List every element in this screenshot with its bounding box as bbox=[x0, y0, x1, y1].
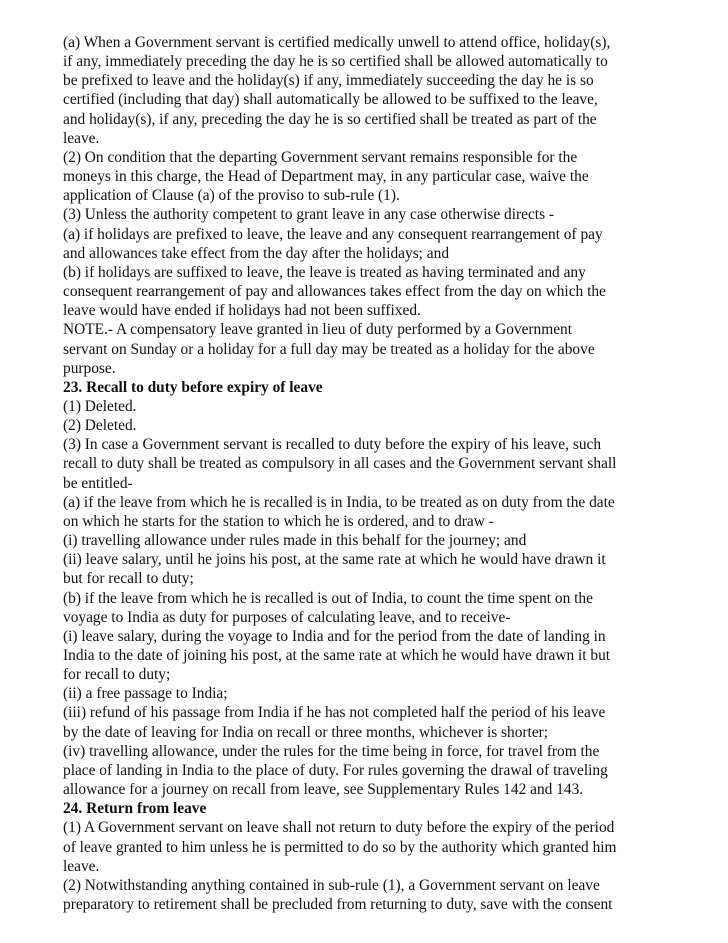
text-line: (a) if holidays are prefixed to leave, the leave and any consequent rearrangement of pay bbox=[63, 225, 603, 243]
text-line: on which he starts for the station to which he is ordered, and to draw - bbox=[63, 512, 494, 530]
text-line: NOTE.- A compensatory leave granted in lieu of duty performed by a Government bbox=[63, 321, 573, 339]
text-line: (3) Unless the authority competent to grant leave in any case otherwise directs - bbox=[63, 206, 555, 224]
text-line: consequent rearrangement of pay and allowances takes effect from the day on which the bbox=[63, 283, 606, 301]
text-line: be prefixed to leave and the holiday(s) if any, immediately succeeding the day he is so bbox=[63, 72, 594, 90]
text-line: (iii) refund of his passage from India if he has not completed half the period of his leave bbox=[63, 704, 606, 722]
text-line: for recall to duty; bbox=[63, 666, 171, 684]
text-line: application of Clause (a) of the proviso to sub-rule (1). bbox=[63, 187, 400, 205]
text-line: leave. bbox=[63, 857, 100, 875]
section-heading: 24. Return from leave bbox=[63, 800, 207, 818]
text-line: by the date of leaving for India on recall or three months, whichever is shorter; bbox=[63, 723, 549, 741]
text-line: (1) Deleted. bbox=[63, 397, 137, 415]
text-line: certified (including that day) shall automatically be allowed to be suffixed to the leave, bbox=[63, 91, 598, 109]
section-heading: 23. Recall to duty before expiry of leave bbox=[63, 378, 323, 396]
text-line: India to the date of joining his post, at the same rate at which he would have drawn it but bbox=[63, 647, 611, 664]
text-line: (i) leave salary, during the voyage to India and for the period from the date of landing in bbox=[63, 627, 606, 645]
text-line: allowance for a journey on recall from leave, see Supplementary Rules 142 and 143. bbox=[63, 781, 584, 799]
text-line: (ii) leave salary, until he joins his post, at the same rate at which he would have drawn it bbox=[63, 551, 606, 569]
text-line: (3) In case a Government servant is recalled to duty before the expiry of his leave, such bbox=[63, 436, 602, 454]
text-line: but for recall to duty; bbox=[63, 570, 194, 588]
text-line: (2) On condition that the departing Government servant remains responsible for the bbox=[63, 148, 578, 166]
text-line: (a) When a Government servant is certified medically unwell to attend office, holiday(s), bbox=[63, 34, 611, 51]
text-line: be entitled- bbox=[63, 474, 133, 492]
text-line: leave. bbox=[63, 129, 100, 147]
text-line: recall to duty shall be treated as compulsory in all cases and the Government servant shall bbox=[63, 455, 617, 473]
text-line: (2) Notwithstanding anything contained in sub-rule (1), a Government servant on leave bbox=[63, 876, 600, 894]
text-line: if any, immediately preceding the day he is so certified shall be allowed automatically to bbox=[63, 53, 608, 71]
text-line: place of landing in India to the place of duty. For rules governing the drawal of traveling bbox=[63, 761, 608, 779]
text-line: purpose. bbox=[63, 359, 116, 377]
text-line: (i) travelling allowance under rules made in this behalf for the journey; and bbox=[63, 532, 527, 550]
text-line: (1) A Government servant on leave shall not return to duty before the expiry of the period bbox=[63, 819, 615, 837]
text-line: (2) Deleted. bbox=[63, 417, 137, 435]
text-line: of leave granted to him unless he is permitted to do so by the authority which granted him bbox=[63, 838, 617, 856]
text-line: servant on Sunday or a holiday for a full day may be treated as a holiday for the above bbox=[63, 340, 595, 358]
text-line: (a) if the leave from which he is recalled is in India, to be treated as on duty from the date bbox=[63, 493, 615, 511]
text-line: (iv) travelling allowance, under the rules for the time being in force, for travel from the bbox=[63, 742, 600, 760]
text-line: preparatory to retirement shall be precluded from returning to duty, save with the consent bbox=[63, 896, 613, 914]
text-line: (ii) a free passage to India; bbox=[63, 685, 228, 703]
text-line: moneys in this charge, the Head of Department may, in any particular case, waive the bbox=[63, 168, 589, 186]
text-line: leave would have ended if holidays had not been suffixed. bbox=[63, 302, 421, 320]
text-line: (b) if the leave from which he is recalled is out of India, to count the time spent on the bbox=[63, 589, 593, 607]
text-line: and holiday(s), if any, preceding the day he is so certified shall be treated as part of the bbox=[63, 110, 597, 128]
text-line: voyage to India as duty for purposes of calculating leave, and to receive- bbox=[63, 608, 511, 626]
text-line: and allowances take effect from the day after the holidays; and bbox=[63, 244, 450, 262]
text-line: (b) if holidays are suffixed to leave, the leave is treated as having terminated and any bbox=[63, 263, 586, 281]
document-page bbox=[63, 33, 669, 914]
